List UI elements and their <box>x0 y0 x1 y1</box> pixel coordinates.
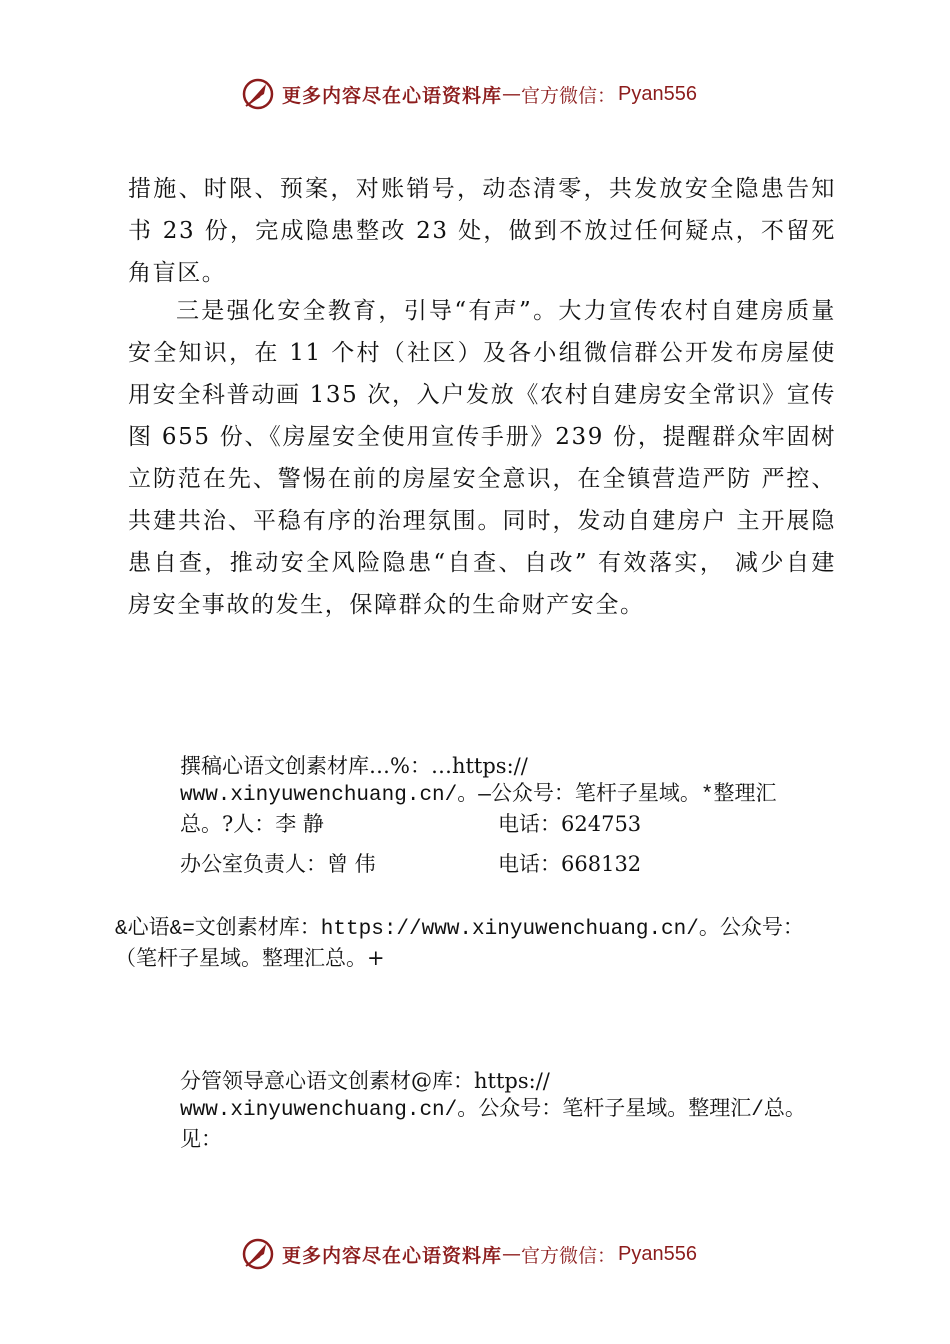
banner-dash: — <box>502 1243 522 1265</box>
drafter-line-2: www.xinyuwenchuang.cn/。—公众号：笔杆子星域。*整理汇 <box>180 784 777 807</box>
drafter-name: 总。?人：李 静 <box>180 812 324 836</box>
banner-wechat-label: 官方微信： <box>521 1244 617 1267</box>
watermark-block <box>115 915 875 973</box>
paragraph-1: 措施、时限、预案，对账销号，动态清零，共发放安全隐患告知书 23 份，完成隐患整改 23 处，做到不放过任何疑点，不留死角盲区。 <box>128 176 836 286</box>
leader-block <box>180 1067 880 1154</box>
banner-wechat-id: Pyan556 <box>618 1242 697 1265</box>
watermark-line-1: &心语&=文创素材库：https://www.xinyuwenchuang.cn/。公众号： <box>115 918 804 941</box>
leader-line-3: 见： <box>180 1127 222 1151</box>
banner-wechat-id: Pyan556 <box>618 82 697 105</box>
watermark-line-2: （笔杆子星域。整理汇总。+ <box>115 946 385 970</box>
banner-slogan: 更多内容尽在心语资料库 <box>282 84 503 107</box>
paragraph-2: 三是强化安全教育，引导“有声”。大力宣传农村自建房质量安全知识，在 11 个村（社区）及各小组微信群公开发布房屋使用安全科普动画 135 次，入户发放《农村自建房安全常识》宣传图 655 份、《房屋安全使用宣传手册》239 份，提醒群众牢固树立防范在先、警惕在前的房屋安全意识，在全镇营造严防 严控、共建共治、平稳有序的治理氛围。同时，发动自建房户 主开展隐患自查，推动安全风险隐患“自查、自改” 有效落实， 减少自建房安全事故的发生，保障群众的生命财产安全。 <box>128 298 836 618</box>
leader-line-1: 分管领导意心语文创素材@库：https:// <box>180 1069 550 1093</box>
footer-banner <box>240 1236 740 1272</box>
drafter-line-1: 撰稿心语文创素材库…%：…https:// <box>180 754 528 778</box>
banner-dash: — <box>502 83 522 105</box>
banner-wechat-label: 官方微信： <box>521 84 617 107</box>
drafter-line-3 <box>180 810 860 839</box>
leader-line-2: www.xinyuwenchuang.cn/。公众号：笔杆子星域。整理汇/总。 <box>180 1099 806 1122</box>
office-block <box>180 850 860 879</box>
quill-logo-icon <box>240 1236 276 1272</box>
office-head: 办公室负责人：曾 伟 <box>180 852 376 876</box>
banner-slogan: 更多内容尽在心语资料库 <box>282 1244 503 1267</box>
drafter-block <box>180 752 860 839</box>
office-phone: 电话：668132 <box>498 852 642 876</box>
quill-logo-icon <box>240 76 276 112</box>
drafter-phone: 电话：624753 <box>498 812 642 836</box>
header-banner <box>240 76 740 112</box>
